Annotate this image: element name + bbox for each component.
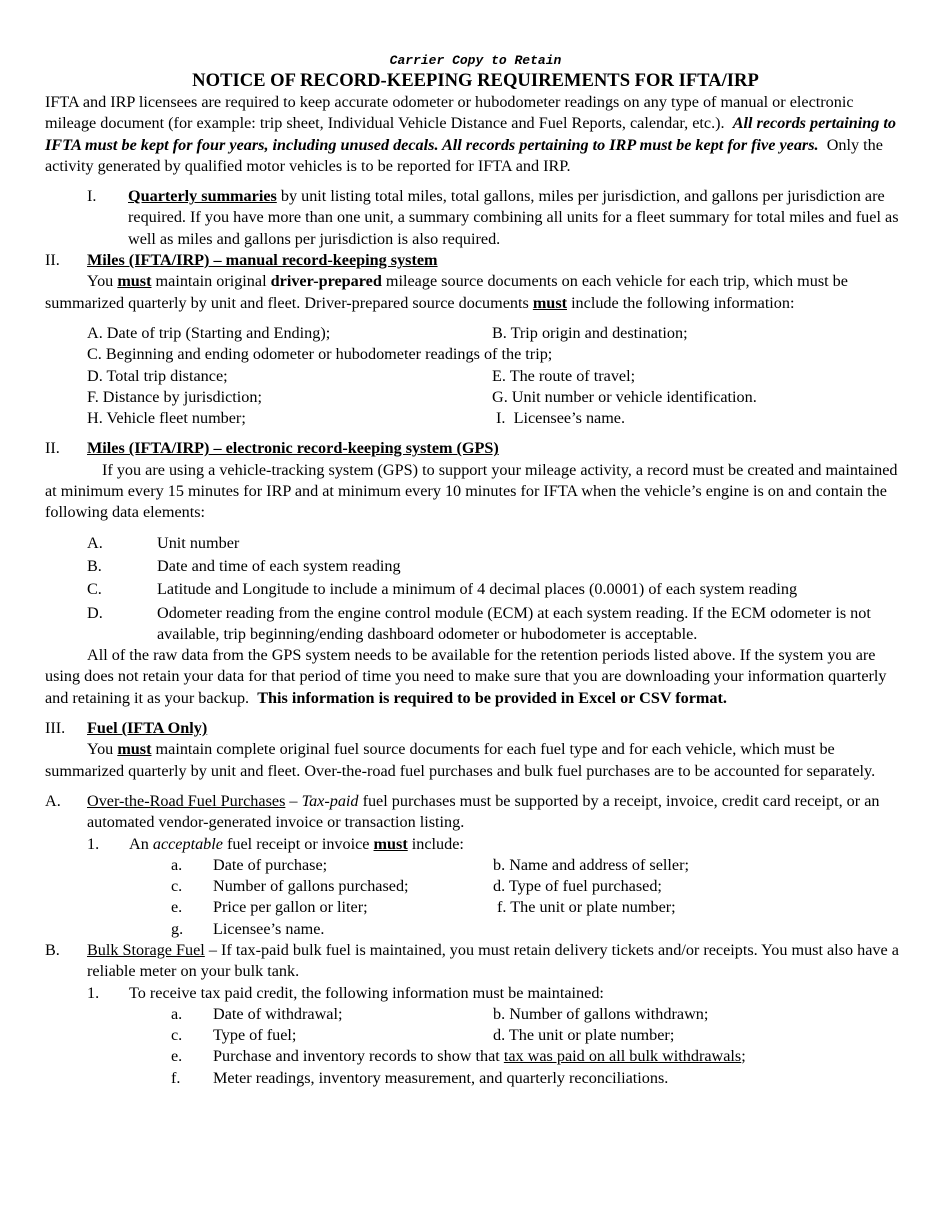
text: To receive tax paid credit, the following information must be maintained: [129,983,604,1002]
page-title: NOTICE OF RECORD-KEEPING REQUIREMENTS FOR IFTA/IRP [192,70,759,91]
bulk-credit-items [171,1004,906,1089]
list-letter: c. [171,877,183,896]
gps-paragraph: If you are using a vehicle-tracking system (GPS) to support your mileage activity, a record must be created and maintained at minimum every 15 minutes for IRP and at minimum every 10 minutes for IFTA when the vehicle’s engine is on and contain the following data elements: [45,460,898,522]
carrier-copy-label: Carrier Copy to Retain [389,53,562,68]
list-item: Type of fuel; [213,1026,297,1045]
list-number: 1. [87,834,100,853]
list-item: E. The route of travel; [492,366,636,385]
driver-prepared-emphasis: driver-prepared [270,272,382,291]
gps-raw-data-paragraph [45,645,906,709]
must-emphasis: must [532,293,568,312]
text: maintain complete original fuel source documents for each fuel type and for each vehicle, which must be summarized quarterly by unit and fleet. Over-the-road fuel purchases and bulk fuel purchases are to be accounted for separately. [45,740,876,780]
section-number: I. [87,187,97,206]
over-the-road-section [45,791,906,834]
list-number: 1. [87,983,100,1002]
list-item: B. Trip origin and destination; [492,323,688,342]
section-text: by unit listing total miles, total gallons, miles per jurisdiction, and gallons per jurisdiction are required. If you have more than one unit, a summary combining all units for a fleet summary for total miles and fuel as well as miles and gallons per jurisdiction is also required. [128,187,899,248]
list-letter: c. [171,1026,183,1045]
text: – If tax-paid bulk fuel is maintained, you must retain delivery tickets and/or receipts. You must also have a reliable meter on your bulk tank. [87,940,899,981]
list-item: C. Beginning and ending odometer or hubodometer readings of the trip; [87,345,553,364]
list-letter: A. [87,533,103,552]
must-emphasis: must [117,740,152,759]
intro-text-end: Only the activity generated by qualified motor vehicles is to be reported for IFTA and IRP. [45,135,883,175]
text: An [129,834,153,853]
section-gps-heading [45,438,906,459]
text: fuel purchases must be supported by a receipt, invoice, credit card receipt, or an automated vendor-generated invoice or transaction listing. [87,791,880,832]
list-item [493,919,906,940]
text: fuel receipt or invoice [222,834,374,853]
must-emphasis: must [117,272,152,291]
list-item: Meter readings, inventory measurement, and quarterly reconciliations. [213,1068,669,1087]
text: include: [407,834,464,853]
list-item: G. Unit number or vehicle identification. [492,387,757,406]
gps-data-elements-list [87,533,906,645]
list-item: Odometer reading from the engine control module (ECM) at each system reading. If the ECM odometer is not available, trip beginning/ending dashboard odometer or hubodometer is acceptable. [157,603,871,643]
text: include the following information: [567,293,795,312]
text: You [87,272,118,291]
acceptable-emphasis: acceptable [152,834,223,853]
list-item [213,1046,906,1067]
list-item: Date of purchase; [213,855,328,874]
section-heading: Miles (IFTA/IRP) – manual record-keeping system [87,251,438,270]
section-heading: Bulk Storage Fuel [87,940,205,959]
tax-paid-underline: tax was paid on all bulk withdrawals [503,1047,742,1066]
list-item: F. Distance by jurisdiction; [87,387,262,406]
list-item: d. The unit or plate number; [493,1026,675,1045]
list-item: Latitude and Longitude to include a minimum of 4 decimal places (0.0001) of each system reading [157,580,798,599]
otr-receipt-items [171,855,906,940]
list-item: H. Vehicle fleet number; [87,409,246,428]
intro-paragraph [45,92,906,177]
intro-text: IFTA and IRP licensees are required to keep accurate odometer or hubodometer readings on any type of manual or electronic mileage document (for example: trip sheet, Individual Vehicle Distance and Fuel Reports, calendar, etc.). [45,93,854,133]
text: maintain original [151,272,271,291]
list-item: A. Date of trip (Starting and Ending); [87,323,331,342]
section-heading: Over-the-Road Fuel Purchases [87,791,286,810]
list-item: b. Name and address of seller; [493,855,689,874]
list-item: b. Number of gallons withdrawn; [493,1004,709,1023]
otr-receipt-requirement [87,834,906,855]
list-item: Number of gallons purchased; [213,877,409,896]
list-item: Licensee’s name. [213,919,325,938]
list-letter: f. [171,1068,181,1087]
text: – [285,791,302,810]
text: You [87,740,118,759]
list-item: d. Type of fuel purchased; [493,877,662,896]
manual-paragraph [45,271,906,314]
list-letter: a. [171,855,183,874]
text: All of the raw data from the GPS system needs to be available for the retention periods listed above. If the system you are using does not retain your data for that period of time you need to make sure that you are downloading your information quarterly and retaining it as your backup. [45,646,887,707]
list-item: Date of withdrawal; [213,1004,343,1023]
list-letter: a. [171,1004,183,1023]
list-item: Date and time of each system reading [157,556,401,575]
must-emphasis: must [373,834,408,853]
tax-paid-emphasis: Tax-paid [301,791,359,810]
section-number: II. [45,251,60,270]
section-letter: B. [45,940,60,959]
list-item: D. Total trip distance; [87,366,228,385]
section-quarterly-summaries [45,186,906,250]
section-number: II. [45,439,60,458]
list-letter: D. [87,603,103,622]
section-number: III. [45,719,66,738]
section-heading: Miles (IFTA/IRP) – electronic record-keeping system (GPS) [87,439,499,458]
section-heading: Fuel (IFTA Only) [87,719,208,738]
list-letter: e. [171,1047,183,1066]
fuel-paragraph [45,739,906,782]
list-letter: C. [87,580,102,599]
text: Purchase and inventory records to show that [213,1047,504,1066]
section-manual-heading [45,250,906,271]
list-item: Unit number [157,533,240,552]
section-letter: A. [45,791,61,810]
format-requirement-emphasis: This information is required to be provided in Excel or CSV format. [257,688,727,707]
list-letter: g. [171,919,184,938]
section-fuel-heading [45,718,906,739]
list-item: Price per gallon or liter; [213,898,368,917]
section-heading: Quarterly summaries [128,187,277,206]
text: ; [741,1047,746,1066]
list-letter: B. [87,556,102,575]
text: mileage source documents on each vehicle for each trip, which must be summarized quarterly by unit and fleet. Driver-prepared source documents [45,272,848,312]
intro-retention-emphasis: All records pertaining to IFTA must be kept for four years, including unused decals. All records pertaining to IRP must be kept for five years. [45,114,896,154]
bulk-storage-section [45,940,906,983]
list-item: I. Licensee’s name. [492,409,626,428]
list-item: f. The unit or plate number; [493,898,676,917]
manual-requirements-list [87,323,906,429]
list-letter: e. [171,898,183,917]
bulk-credit-requirement [87,983,906,1004]
